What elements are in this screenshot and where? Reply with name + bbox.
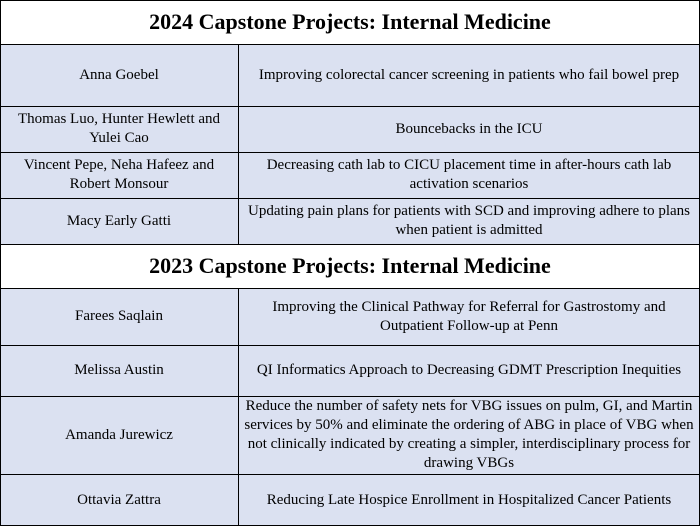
- student-name: Vincent Pepe, Neha Hafeez and Robert Monsour: [23, 157, 215, 192]
- section-title-text: 2023 Capstone Projects: Internal Medicine: [149, 253, 551, 278]
- project-title: Updating pain plans for patients with SCD and improving adhere to plans when patient is admitted: [247, 203, 690, 238]
- table-border: [0, 152, 700, 153]
- student-name: Anna Goebel: [79, 66, 159, 83]
- project-title: Improving colorectal cancer screening in patients who fail bowel prep: [258, 66, 680, 83]
- section-title-text: 2024 Capstone Projects: Internal Medicine: [149, 9, 551, 34]
- table-border: [0, 44, 700, 45]
- student-name: Ottavia Zattra: [77, 491, 161, 508]
- table-row: [0, 396, 700, 474]
- table-row: [0, 44, 700, 106]
- table-row: [0, 288, 700, 345]
- student-name: Melissa Austin: [74, 362, 164, 378]
- section-title-2023: [0, 244, 700, 288]
- column-divider: [238, 288, 239, 526]
- table-row: [0, 198, 700, 244]
- project-title: Bouncebacks in the ICU: [395, 120, 543, 137]
- project-title: Improving the Clinical Pathway for Referral for Gastrostomy and Outpatient Follow-up at Penn: [272, 298, 666, 334]
- student-name: Amanda Jurewicz: [65, 426, 173, 443]
- section-title-2024: [0, 0, 700, 44]
- table-row: [0, 345, 700, 396]
- table-row: [0, 152, 700, 198]
- column-divider: [238, 44, 239, 244]
- table-border: [0, 198, 700, 199]
- student-name: Macy Early Gatti: [66, 212, 172, 229]
- project-title: Reducing Late Hospice Enrollment in Hospitalized Cancer Patients: [266, 491, 672, 508]
- table-border: [0, 396, 700, 397]
- table-border: [0, 288, 700, 289]
- table-border: [0, 106, 700, 107]
- table-border: [0, 244, 700, 245]
- student-name: Thomas Luo, Hunter Hewlett and Yulei Cao: [17, 111, 221, 146]
- table-border: [0, 474, 700, 475]
- student-name: Farees Saqlain: [75, 308, 163, 324]
- project-title: Decreasing cath lab to CICU placement time in after-hours cath lab activation scenarios: [266, 157, 672, 192]
- table-row: [0, 474, 700, 526]
- table-border: [0, 0, 1, 526]
- project-title: Reduce the number of safety nets for VBG issues on pulm, GI, and Martin services by 50% and eliminate the ordering of ABG in place of VBG when not clinically indicated by creating a simpler, interdisciplinary process for drawing VBGs: [244, 398, 694, 471]
- project-title: QI Informatics Approach to Decreasing GDMT Prescription Inequities: [256, 362, 682, 378]
- table-border: [0, 345, 700, 346]
- table-border: [0, 0, 700, 1]
- table-row: [0, 106, 700, 152]
